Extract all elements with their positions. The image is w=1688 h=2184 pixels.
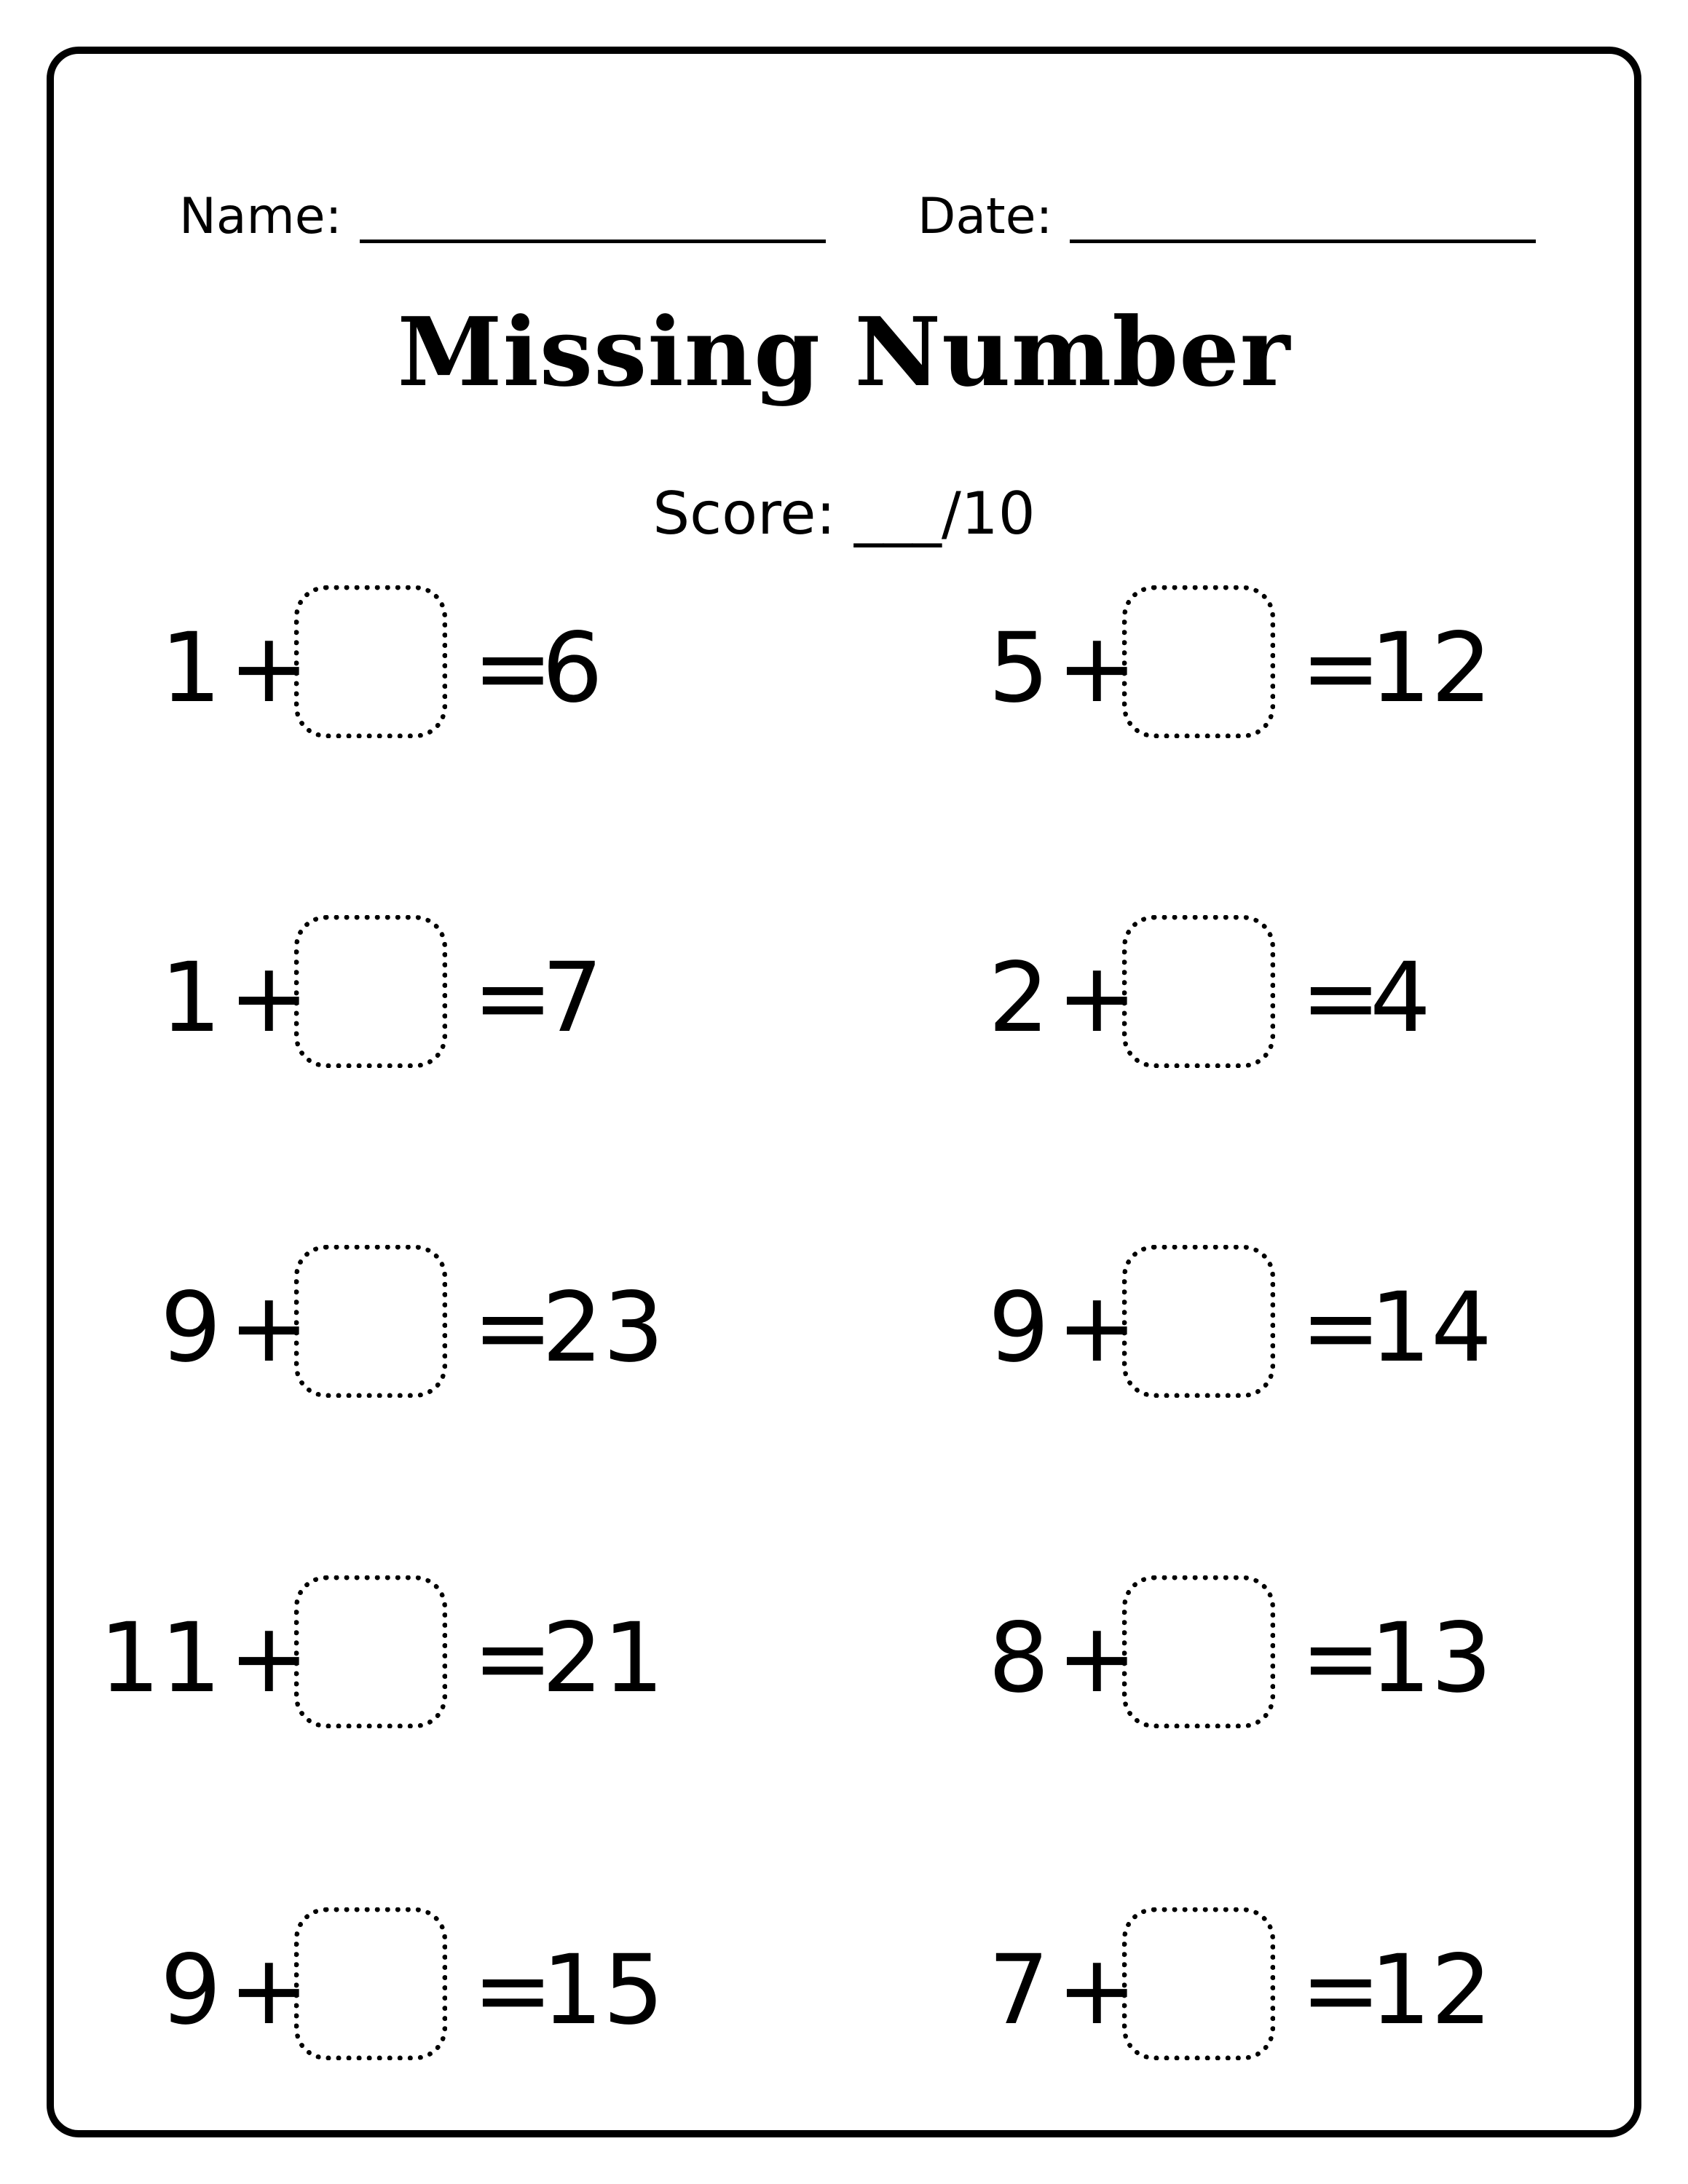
answer-box[interactable] xyxy=(1122,1907,1275,2060)
score-label: Score: xyxy=(652,480,836,547)
answer-box[interactable] xyxy=(294,1907,447,2060)
name-blank-line[interactable] xyxy=(360,240,826,243)
problem-result: 13 xyxy=(1370,1602,1492,1714)
score-blank[interactable]: ___ xyxy=(853,480,942,547)
problem-operand: 11 xyxy=(99,1602,221,1714)
problem-1 xyxy=(98,585,826,745)
equals-sign: = xyxy=(473,1934,553,2046)
score-line xyxy=(54,480,1634,547)
score-total: /10 xyxy=(941,480,1036,547)
worksheet-frame xyxy=(47,47,1641,2137)
equals-sign: = xyxy=(1301,1272,1381,1384)
problem-result: 15 xyxy=(542,1934,664,2046)
answer-box[interactable] xyxy=(1122,585,1275,738)
problem-2 xyxy=(926,585,1654,745)
problem-operand: 5 xyxy=(988,612,1049,724)
plus-sign: + xyxy=(229,612,309,724)
problem-operand: 7 xyxy=(988,1934,1049,2046)
equals-sign: = xyxy=(1301,1602,1381,1714)
equals-sign: = xyxy=(1301,942,1381,1054)
problem-9 xyxy=(98,1907,826,2068)
problem-result: 12 xyxy=(1370,1934,1492,2046)
answer-box[interactable] xyxy=(1122,915,1275,1068)
problem-8 xyxy=(926,1575,1654,1736)
plus-sign: + xyxy=(229,942,309,1054)
answer-box[interactable] xyxy=(294,1245,447,1398)
answer-box[interactable] xyxy=(294,585,447,738)
plus-sign: + xyxy=(1057,612,1137,724)
equals-sign: = xyxy=(1301,1934,1381,2046)
answer-box[interactable] xyxy=(1122,1245,1275,1398)
problem-10 xyxy=(926,1907,1654,2068)
problem-7 xyxy=(98,1575,826,1736)
equals-sign: = xyxy=(473,1602,553,1714)
plus-sign: + xyxy=(1057,942,1137,1054)
plus-sign: + xyxy=(229,1272,309,1384)
date-field[interactable] xyxy=(918,176,1536,249)
equals-sign: = xyxy=(1301,612,1381,724)
answer-box[interactable] xyxy=(294,915,447,1068)
date-label: Date: xyxy=(918,188,1053,245)
problem-result: 4 xyxy=(1370,942,1431,1054)
equals-sign: = xyxy=(473,612,553,724)
name-field[interactable] xyxy=(179,176,826,249)
answer-box[interactable] xyxy=(1122,1575,1275,1728)
problem-operand: 2 xyxy=(988,942,1049,1054)
problem-5 xyxy=(98,1245,826,1405)
problem-operand: 8 xyxy=(988,1602,1049,1714)
equals-sign: = xyxy=(473,942,553,1054)
problem-operand: 9 xyxy=(160,1934,221,2046)
plus-sign: + xyxy=(1057,1272,1137,1384)
plus-sign: + xyxy=(1057,1602,1137,1714)
problem-result: 23 xyxy=(542,1272,664,1384)
problem-result: 6 xyxy=(542,612,603,724)
problem-3 xyxy=(98,915,826,1075)
problem-operand: 9 xyxy=(160,1272,221,1384)
problem-6 xyxy=(926,1245,1654,1405)
problem-operand: 1 xyxy=(160,612,221,724)
name-label: Name: xyxy=(179,188,342,245)
problem-operand: 9 xyxy=(988,1272,1049,1384)
problem-result: 7 xyxy=(542,942,603,1054)
plus-sign: + xyxy=(229,1602,309,1714)
problem-result: 14 xyxy=(1370,1272,1492,1384)
problem-operand: 1 xyxy=(160,942,221,1054)
page-title: Missing Number xyxy=(397,296,1291,408)
problem-result: 21 xyxy=(542,1602,664,1714)
plus-sign: + xyxy=(229,1934,309,2046)
problem-result: 12 xyxy=(1370,612,1492,724)
answer-box[interactable] xyxy=(294,1575,447,1728)
header-fields xyxy=(54,176,1634,249)
plus-sign: + xyxy=(1057,1934,1137,2046)
date-blank-line[interactable] xyxy=(1070,240,1536,243)
problem-4 xyxy=(926,915,1654,1075)
equals-sign: = xyxy=(473,1272,553,1384)
